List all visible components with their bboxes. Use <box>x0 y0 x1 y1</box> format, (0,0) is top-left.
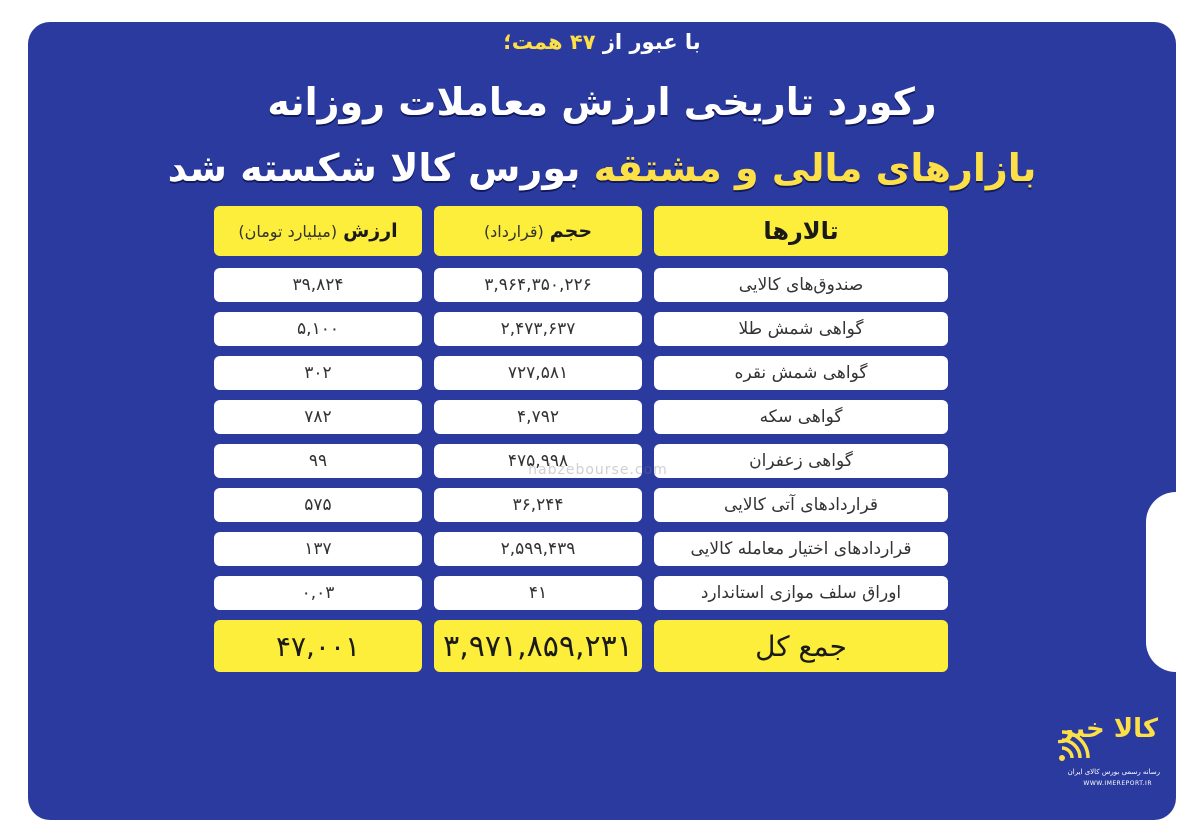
row-hall: اوراق سلف موازی استاندارد <box>654 576 948 610</box>
row-hall: قراردادهای آتی کالایی <box>654 488 948 522</box>
row-volume: ۲,۴۷۳,۶۳۷ <box>434 312 642 346</box>
row-hall: گواهی سکه <box>654 400 948 434</box>
row-volume: ۴۷۵,۹۹۸ <box>434 444 642 478</box>
row-volume: ۷۲۷,۵۸۱ <box>434 356 642 390</box>
row-value: ۰,۰۳ <box>214 576 422 610</box>
row-value: ۵۷۵ <box>214 488 422 522</box>
title-line-2-rest: بورس کالا شکسته شد <box>167 146 581 190</box>
header-value-unit: (میلیارد تومان) <box>238 221 338 241</box>
logo-wordmark: کالا خبر <box>1059 714 1158 744</box>
header-value-label: ارزش <box>343 220 398 242</box>
row-value: ۳۹,۸۲۴ <box>214 268 422 302</box>
card-notch <box>1146 492 1176 672</box>
total-volume: ۳,۹۷۱,۸۵۹,۲۳۱ <box>434 620 642 672</box>
total-label: جمع کل <box>654 620 948 672</box>
brand-logo <box>1052 712 1164 812</box>
title-line-2 <box>28 146 1176 190</box>
row-volume: ۲,۵۹۹,۴۳۹ <box>434 532 642 566</box>
kicker <box>28 30 1176 54</box>
infographic-card <box>28 22 1176 820</box>
total-value: ۴۷,۰۰۱ <box>214 620 422 672</box>
row-value: ۹۹ <box>214 444 422 478</box>
row-hall: صندوق‌های کالایی <box>654 268 948 302</box>
row-value: ۵,۱۰۰ <box>214 312 422 346</box>
row-hall: گواهی شمش نقره <box>654 356 948 390</box>
row-hall: قراردادهای اختیار معامله کالایی <box>654 532 948 566</box>
row-value: ۷۸۲ <box>214 400 422 434</box>
watermark-url: nabzebourse.com <box>528 462 668 478</box>
row-hall: گواهی شمش طلا <box>654 312 948 346</box>
watermark <box>448 382 748 478</box>
row-volume: ۳۶,۲۴۴ <box>434 488 642 522</box>
header-volume-unit: (قرارداد) <box>483 221 544 241</box>
kicker-highlight: ۴۷ همت؛ <box>503 30 596 54</box>
header-volume <box>434 206 642 256</box>
header-hall-label: تالارها <box>763 217 839 245</box>
header-hall <box>654 206 948 256</box>
row-value: ۱۳۷ <box>214 532 422 566</box>
row-volume: ۳,۹۶۴,۳۵۰,۲۲۶ <box>434 268 642 302</box>
header-value <box>214 206 422 256</box>
kicker-prefix: با عبور از <box>602 30 701 54</box>
title-line-2-highlight: بازارهای مالی و مشتقه <box>593 146 1037 190</box>
logo-url: WWW.IMEREPORT.IR <box>1083 780 1152 787</box>
row-value: ۳۰۲ <box>214 356 422 390</box>
title-line-1: رکورد تاریخی ارزش معاملات روزانه <box>267 80 937 124</box>
row-hall: گواهی زعفران <box>654 444 948 478</box>
logo-tagline: رسانه رسمی بورس کالای ایران <box>1067 768 1160 776</box>
row-volume: ۴۱ <box>434 576 642 610</box>
row-volume: ۴,۷۹۲ <box>434 400 642 434</box>
header-volume-label: حجم <box>549 220 593 242</box>
